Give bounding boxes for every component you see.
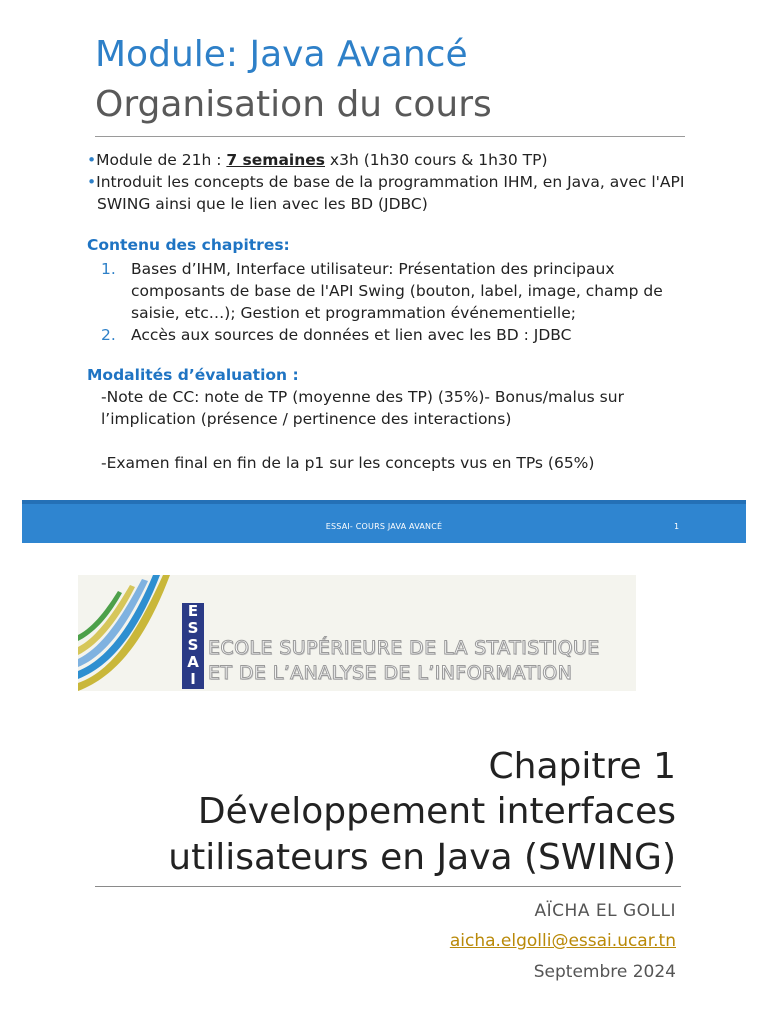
evaluation-cc: -Note de CC: note de TP (moyenne des TP) (35%)- Bonus/malus sur l’implication (présence / pertinence des interactions)	[101, 388, 624, 428]
evaluation-heading: Modalités d’évaluation :	[87, 366, 299, 384]
author-email-link[interactable]: aicha.elgolli@essai.ucar.tn	[449, 931, 676, 951]
bullet-text: Module de 21h :	[96, 151, 227, 169]
bullet-emphasis: 7 semaines	[226, 151, 325, 169]
slide-title: Module: Java Avancé	[95, 34, 468, 75]
evaluation-exam: -Examen final en fin de la p1 sur les concepts vus en TPs (65%)	[101, 454, 595, 472]
list-text: Accès aux sources de données et lien avec les BD : JDBC	[131, 326, 572, 344]
chapters-list	[101, 258, 681, 346]
author-name: AÏCHA EL GOLLI	[534, 901, 676, 921]
badge-letter: S	[187, 636, 199, 654]
intro-bullets	[87, 149, 687, 215]
school-name-line-1: ECOLE SUPÉRIEURE DE LA STATISTIQUE	[208, 637, 600, 659]
badge-letter: E	[187, 602, 199, 620]
list-item	[101, 258, 681, 324]
badge-letter: I	[190, 670, 196, 688]
badge-letter: S	[187, 619, 199, 637]
slide-footer	[22, 500, 746, 543]
chapters-heading: Contenu des chapitres:	[87, 236, 290, 254]
list-number: 1.	[101, 260, 116, 278]
badge-letter: A	[187, 653, 199, 671]
bullet-icon: •	[87, 151, 97, 169]
bullet-icon: •	[87, 173, 97, 191]
list-number: 2.	[101, 326, 116, 344]
essai-logo	[78, 575, 636, 691]
bullet-text: Introduit les concepts de base de la programmation IHM, en Java, avec l'API SWING ainsi que le lien avec les BD (JDBC)	[96, 173, 685, 213]
slide-subtitle: Organisation du cours	[95, 84, 492, 125]
list-item	[101, 324, 681, 346]
title-divider	[95, 136, 685, 137]
chapter-title-line-2: utilisateurs en Java (SWING)	[168, 837, 676, 878]
school-name-line-2: ET DE L’ANALYSE DE L’INFORMATION	[208, 662, 573, 684]
bullet-module-duration	[87, 149, 687, 171]
bullet-introduction	[87, 171, 687, 215]
slide-chapter-title	[0, 548, 768, 1024]
title-divider	[95, 886, 681, 887]
essai-badge	[182, 603, 204, 689]
chapter-number: Chapitre 1	[488, 746, 676, 787]
evaluation-details	[101, 386, 681, 474]
spacer	[101, 430, 681, 452]
page-number: 1	[674, 522, 680, 531]
list-text: Bases d’IHM, Interface utilisateur: Présentation des principaux composants de base de l'API Swing (bouton, label, image, champ de saisie, etc…); Gestion et programmation événementielle;	[131, 260, 663, 322]
presentation-date: Septembre 2024	[533, 962, 676, 982]
chapter-title-line-1: Développement interfaces	[197, 791, 676, 832]
bullet-text: x3h (1h30 cours & 1h30 TP)	[325, 151, 548, 169]
footer-label: ESSAI- COURS JAVA AVANCÉ	[325, 522, 443, 531]
